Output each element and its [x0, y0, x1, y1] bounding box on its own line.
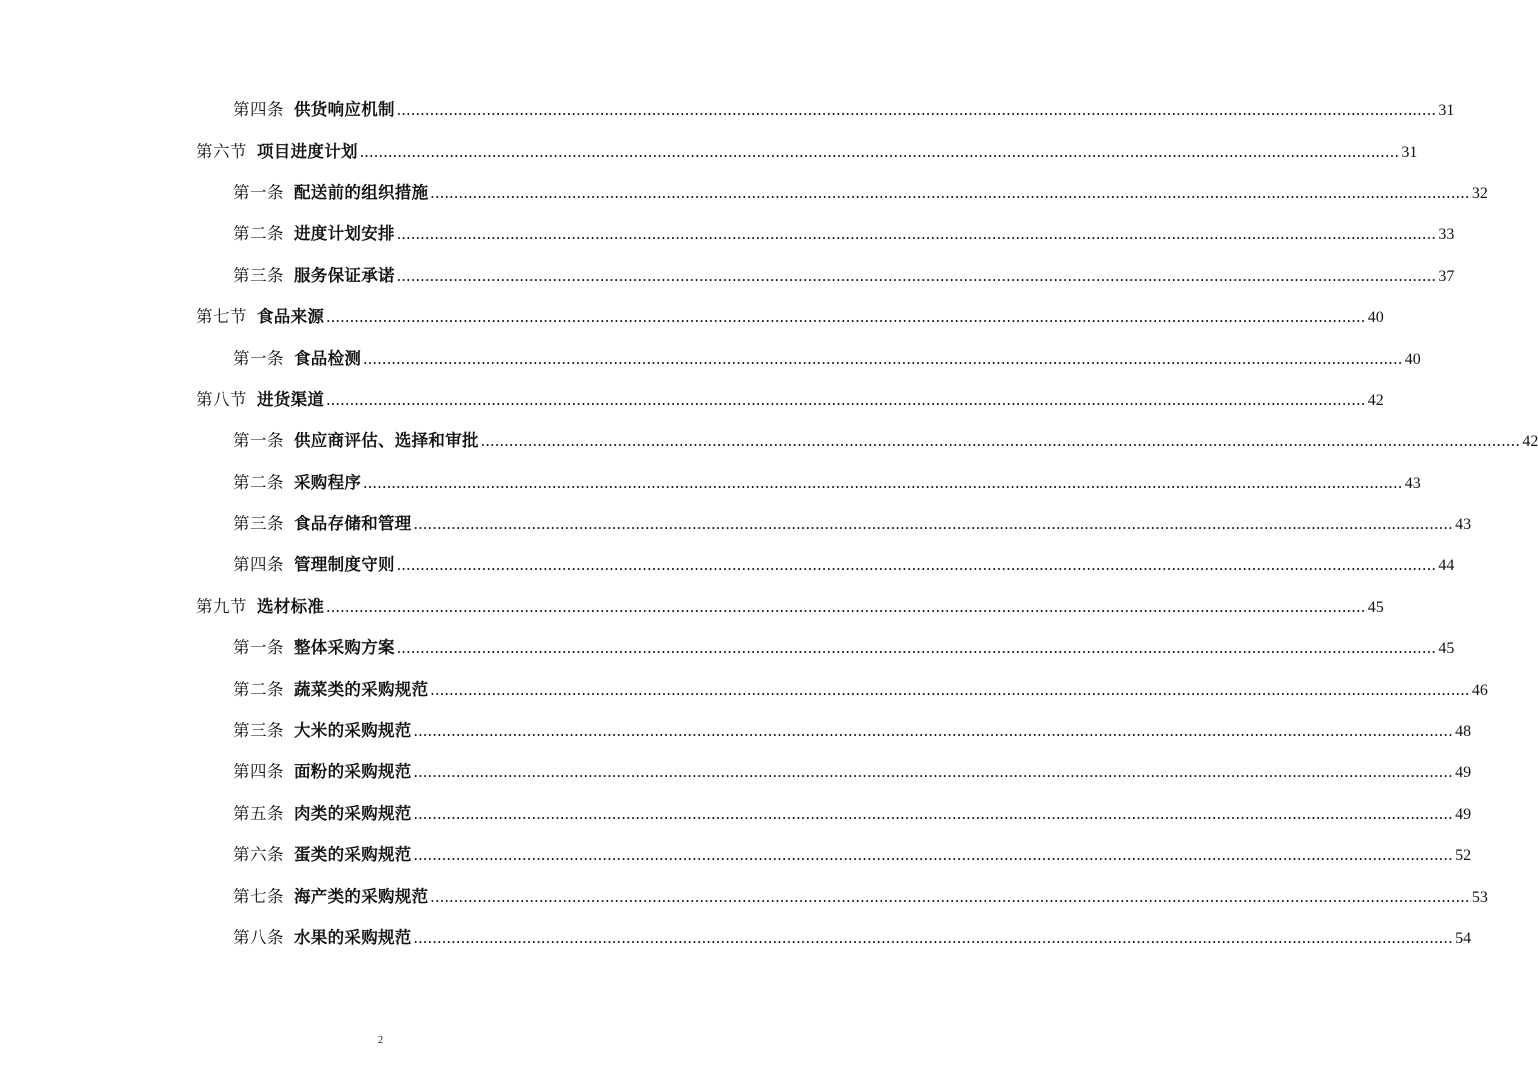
toc-entry-line	[233, 472, 1421, 492]
toc-entry-title: 采购程序	[294, 472, 362, 492]
table-of-contents	[0, 90, 1538, 959]
toc-entry-number: 第四条	[233, 100, 284, 120]
toc-entry-line	[233, 224, 1455, 244]
toc-entry-page: 46	[1471, 681, 1488, 699]
toc-entry-number: 第四条	[233, 762, 284, 782]
toc-entry-title: 面粉的采购规范	[294, 762, 412, 782]
toc-entry-page: 45	[1367, 598, 1384, 616]
dot-leader: ............................................................................................................................................................................................................................	[413, 845, 1454, 865]
dot-leader: ............................................................................................................................................................................................................................	[326, 596, 1366, 616]
toc-entry-number: 第一条	[233, 348, 284, 368]
dot-leader: ............................................................................................................................................................................................................................	[363, 472, 1403, 492]
toc-entry-number: 第七条	[233, 886, 284, 906]
toc-entry-page: 32	[1471, 184, 1488, 202]
toc-entry-line	[196, 389, 1384, 409]
toc-entry-title: 进货渠道	[257, 389, 325, 409]
toc-entry-page: 48	[1455, 723, 1472, 741]
toc-article-entry[interactable]	[0, 545, 1455, 586]
toc-entry-number: 第二条	[233, 224, 284, 244]
dot-leader: ............................................................................................................................................................................................................................	[396, 638, 1437, 658]
toc-section-entry[interactable]	[0, 131, 1418, 172]
toc-entry-title: 选材标准	[257, 596, 325, 616]
toc-entry-number: 第一条	[233, 638, 284, 658]
toc-entry-line	[233, 886, 1488, 906]
toc-article-entry[interactable]	[0, 669, 1488, 710]
toc-entry-page: 40	[1404, 350, 1421, 368]
toc-article-entry[interactable]	[0, 835, 1472, 876]
dot-leader: ............................................................................................................................................................................................................................	[413, 721, 1454, 741]
toc-entry-number: 第二条	[233, 679, 284, 699]
dot-leader: ............................................................................................................................................................................................................................	[480, 431, 1521, 451]
toc-article-entry[interactable]	[0, 173, 1488, 214]
dot-leader: ............................................................................................................................................................................................................................	[430, 182, 1470, 202]
toc-article-entry[interactable]	[0, 463, 1421, 504]
toc-entry-line	[233, 431, 1538, 451]
dot-leader: ............................................................................................................................................................................................................................	[413, 803, 1454, 823]
toc-entry-number: 第三条	[233, 514, 284, 534]
toc-article-entry[interactable]	[0, 90, 1455, 131]
toc-entry-line	[233, 182, 1488, 202]
dot-leader: ............................................................................................................................................................................................................................	[413, 514, 1454, 534]
toc-entry-title: 海产类的采购规范	[294, 886, 429, 906]
toc-entry-line	[233, 762, 1472, 782]
toc-entry-page: 33	[1438, 226, 1455, 244]
toc-entry-page: 40	[1367, 309, 1384, 327]
dot-leader: ............................................................................................................................................................................................................................	[396, 555, 1437, 575]
toc-entry-page: 45	[1438, 640, 1455, 658]
dot-leader: ............................................................................................................................................................................................................................	[396, 224, 1437, 244]
toc-entry-title: 整体采购方案	[294, 638, 395, 658]
toc-entry-title: 肉类的采购规范	[294, 803, 412, 823]
toc-article-entry[interactable]	[0, 338, 1421, 379]
toc-entry-page: 49	[1455, 805, 1472, 823]
toc-section-entry[interactable]	[0, 587, 1384, 628]
toc-entry-line	[233, 803, 1472, 823]
dot-leader: ............................................................................................................................................................................................................................	[363, 348, 1403, 368]
toc-entry-page: 44	[1438, 557, 1455, 575]
toc-entry-title: 项目进度计划	[257, 141, 358, 161]
toc-entry-number: 第一条	[233, 431, 284, 451]
toc-entry-line	[233, 265, 1455, 285]
toc-article-entry[interactable]	[0, 421, 1538, 462]
toc-entry-number: 第七节	[196, 307, 247, 327]
toc-entry-number: 第二条	[233, 472, 284, 492]
toc-entry-number: 第三条	[233, 721, 284, 741]
toc-entry-number: 第一条	[233, 182, 284, 202]
dot-leader: ............................................................................................................................................................................................................................	[326, 307, 1366, 327]
toc-entry-page: 49	[1455, 764, 1472, 782]
toc-entry-title: 供货响应机制	[294, 100, 395, 120]
toc-entry-line	[233, 845, 1472, 865]
toc-entry-line	[233, 638, 1455, 658]
toc-article-entry[interactable]	[0, 711, 1472, 752]
toc-entry-line	[196, 596, 1384, 616]
toc-article-entry[interactable]	[0, 794, 1472, 835]
toc-entry-number: 第五条	[233, 803, 284, 823]
toc-entry-number: 第六节	[196, 141, 247, 161]
toc-entry-title: 水果的采购规范	[294, 928, 412, 947]
toc-entry-number: 第三条	[233, 265, 284, 285]
toc-entry-number: 第六条	[233, 845, 284, 865]
toc-entry-line	[196, 141, 1418, 161]
toc-entry-title: 食品存储和管理	[294, 514, 412, 534]
toc-entry-line	[233, 555, 1455, 575]
toc-entry-number: 第八节	[196, 389, 247, 409]
toc-entry-line	[233, 679, 1488, 699]
toc-entry-page: 31	[1401, 143, 1418, 161]
dot-leader: ............................................................................................................................................................................................................................	[430, 886, 1470, 906]
dot-leader: ............................................................................................................................................................................................................................	[359, 141, 1400, 161]
toc-entry-title: 大米的采购规范	[294, 721, 412, 741]
toc-entry-page: 52	[1455, 847, 1472, 865]
toc-entry-page: 42	[1522, 433, 1538, 451]
toc-section-entry[interactable]	[0, 380, 1384, 421]
toc-entry-line	[196, 307, 1384, 327]
toc-entry-title: 食品检测	[294, 348, 362, 368]
toc-entry-page: 43	[1404, 474, 1421, 492]
dot-leader: ............................................................................................................................................................................................................................	[413, 762, 1454, 782]
toc-entry-line	[233, 348, 1421, 368]
toc-entry-page: 37	[1438, 267, 1455, 285]
toc-entry-title: 食品来源	[257, 307, 325, 327]
toc-entry-line	[233, 100, 1455, 120]
toc-entry-page: 43	[1455, 516, 1472, 534]
toc-entry-page: 53	[1471, 888, 1488, 906]
toc-entry-title: 配送前的组织措施	[294, 182, 429, 202]
toc-article-entry[interactable]	[0, 628, 1455, 669]
toc-article-entry[interactable]	[0, 918, 1472, 959]
toc-entry-page: 42	[1367, 391, 1384, 409]
toc-entry-title: 蛋类的采购规范	[294, 845, 412, 865]
toc-article-entry[interactable]	[0, 214, 1455, 255]
toc-article-entry[interactable]	[0, 504, 1472, 545]
dot-leader: ............................................................................................................................................................................................................................	[396, 100, 1437, 120]
toc-article-entry[interactable]	[0, 256, 1455, 297]
dot-leader: ............................................................................................................................................................................................................................	[396, 265, 1437, 285]
toc-entry-title: 服务保证承诺	[294, 265, 395, 285]
toc-entry-number: 第八条	[233, 928, 284, 947]
toc-entry-title: 蔬菜类的采购规范	[294, 679, 429, 699]
toc-entry-page: 31	[1438, 102, 1455, 120]
toc-entry-page: 54	[1455, 930, 1472, 947]
toc-entry-line	[233, 721, 1472, 741]
toc-article-entry[interactable]	[0, 752, 1472, 793]
toc-entry-title: 供应商评估、选择和审批	[294, 431, 479, 451]
dot-leader: ............................................................................................................................................................................................................................	[430, 679, 1470, 699]
toc-entry-line	[233, 514, 1472, 534]
toc-entry-number: 第九节	[196, 596, 247, 616]
toc-article-entry[interactable]	[0, 876, 1488, 917]
toc-entry-title: 进度计划安排	[294, 224, 395, 244]
dot-leader: ............................................................................................................................................................................................................................	[326, 389, 1366, 409]
toc-entry-line	[233, 928, 1472, 947]
dot-leader: ............................................................................................................................................................................................................................	[413, 928, 1454, 947]
toc-entry-number: 第四条	[233, 555, 284, 575]
page-number: 2	[377, 1034, 384, 1046]
toc-entry-title: 管理制度守则	[294, 555, 395, 575]
toc-section-entry[interactable]	[0, 297, 1384, 338]
